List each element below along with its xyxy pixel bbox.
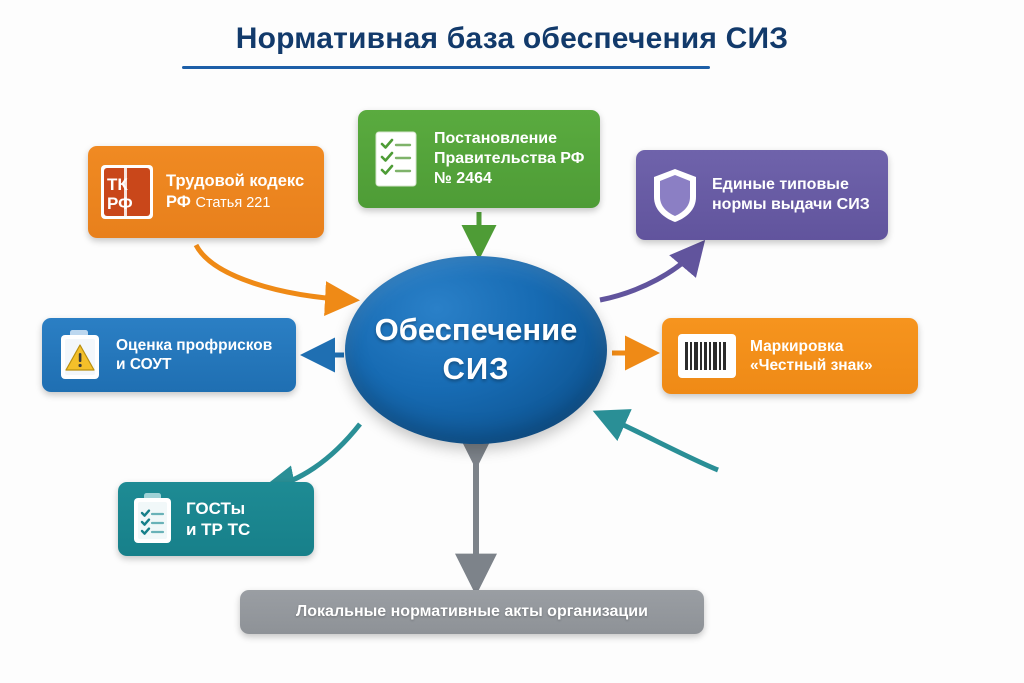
normy-line1: Единые типовые xyxy=(712,176,849,194)
riski-line2: и СОУТ xyxy=(116,356,172,373)
node-postanovlenie-label xyxy=(434,129,584,188)
markirovka-line2: «Честный знак» xyxy=(750,357,873,374)
page-title: Нормативная база обеспечения СИЗ xyxy=(235,22,789,55)
riski-line1: Оценка профрисков xyxy=(116,336,273,354)
markirovka-line1: Маркировка xyxy=(750,337,844,355)
center-label-line1: Обеспечение xyxy=(374,312,578,348)
node-gost[interactable] xyxy=(118,482,314,556)
center-label-line2: СИЗ xyxy=(442,351,510,386)
node-markirovka-label xyxy=(750,337,873,375)
node-edinye-tipovye-normy[interactable] xyxy=(636,150,888,240)
gost-line2: и ТР ТС xyxy=(186,520,251,539)
arrow-center-to-gost xyxy=(268,424,360,488)
arrow-right-bottom-to-center xyxy=(600,414,718,470)
tk-label-line1: Трудовой кодекс xyxy=(166,172,305,191)
svg-text:РФ: РФ xyxy=(107,194,133,213)
node-trudovoy-kodeks[interactable] xyxy=(88,146,324,238)
checklist-document-icon xyxy=(370,128,422,190)
node-gost-label xyxy=(186,498,250,540)
gost-line1: ГОСТы xyxy=(186,498,246,518)
node-postanovlenie[interactable] xyxy=(358,110,600,208)
warning-clipboard-icon xyxy=(54,326,106,384)
postanovlenie-line1: Постановление xyxy=(434,130,558,148)
book-icon xyxy=(98,161,156,223)
center-node xyxy=(345,256,607,444)
shield-icon xyxy=(648,164,702,226)
node-ocenka-profriskov[interactable] xyxy=(42,318,296,392)
svg-text:ТК: ТК xyxy=(107,175,128,194)
clipboard-check-icon xyxy=(128,490,178,548)
arrow-tk-to-center xyxy=(196,245,352,300)
node-edinye-tipovye-normy-label xyxy=(712,175,870,215)
node-markirovka[interactable] xyxy=(662,318,918,394)
node-ocenka-profriskov-label xyxy=(116,336,272,374)
postanovlenie-line3: № 2464 xyxy=(434,169,492,187)
postanovlenie-line2: Правительства РФ xyxy=(434,150,585,168)
tk-label-line2-thin: Статья 221 xyxy=(195,194,271,211)
barcode-icon xyxy=(676,330,738,382)
node-trudovoy-kodeks-label xyxy=(166,171,304,212)
tk-label-line2-bold: РФ xyxy=(166,192,196,211)
node-lokalnye-akty-label: Локальные нормативные акты организации xyxy=(296,603,648,621)
normy-line2: нормы выдачи СИЗ xyxy=(712,196,870,213)
node-lokalnye-akty[interactable] xyxy=(240,590,704,634)
arrow-center-to-normy xyxy=(600,246,700,300)
